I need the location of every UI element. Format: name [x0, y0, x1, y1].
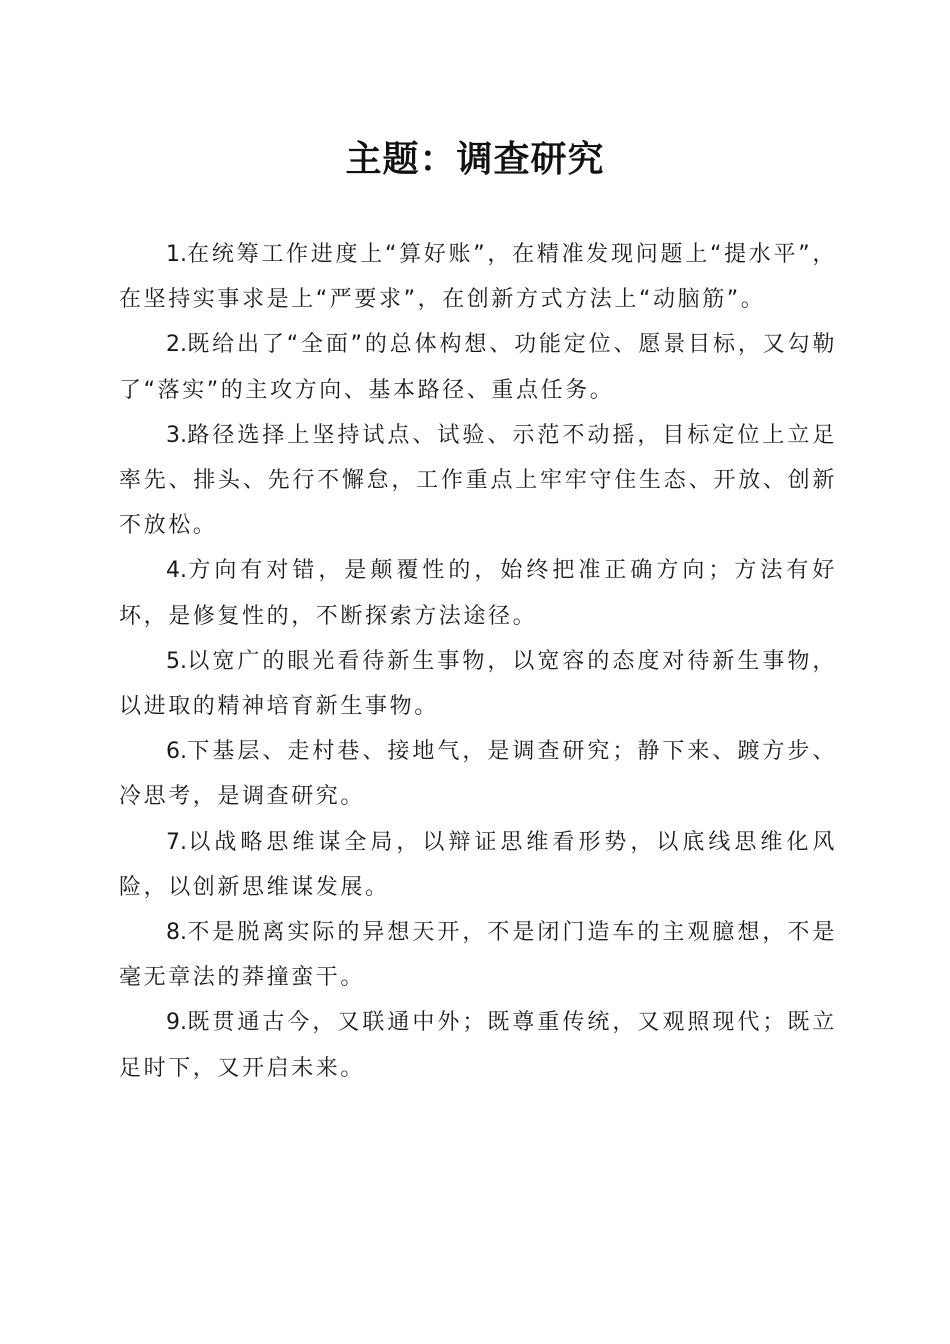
- item-number: 5.: [166, 648, 187, 674]
- item-number: 6.: [166, 739, 187, 765]
- item-number: 2.: [166, 332, 187, 358]
- item-number: 8.: [166, 920, 187, 946]
- item-text: 下基层、走村巷、接地气，是调查研究；静下来、踱方步、冷思考，是调查研究。: [119, 739, 837, 810]
- item-text: 在统筹工作进度上“算好账”，在精准发现问题上“提水平”，在坚持实事求是上“严要求”，在创新方式方法上“动脑筋”。: [119, 242, 837, 313]
- list-item-8: [119, 910, 837, 1000]
- item-number: 3.: [166, 422, 187, 448]
- list-item-6: [119, 729, 837, 819]
- item-number: 7.: [166, 829, 187, 855]
- item-number: 1.: [166, 242, 187, 267]
- document-title: 主题：调查研究: [345, 138, 605, 180]
- item-text: 以宽广的眼光看待新生事物，以宽容的态度对待新生事物，以进取的精神培育新生事物。: [119, 648, 837, 720]
- list-item-3: [119, 413, 837, 549]
- list-item-9: [119, 1000, 837, 1090]
- list-item-5: [119, 639, 837, 729]
- item-number: 9.: [166, 1010, 187, 1036]
- item-text: 方向有对错，是颠覆性的，始终把准正确方向；方法有好坏，是修复性的，不断探索方法途径。: [119, 558, 837, 629]
- item-text: 既贯通古今，又联通中外；既尊重传统，又观照现代；既立足时下，又开启未来。: [119, 1010, 837, 1081]
- item-text: 不是脱离实际的异想天开，不是闭门造车的主观臆想，不是毫无章法的莽撞蛮干。: [119, 920, 837, 991]
- item-text: 路径选择上坚持试点、试验、示范不动摇，目标定位上立足率先、排头、先行不懈怠，工作重点上牢牢守住生态、开放、创新不放松。: [119, 422, 837, 539]
- item-text: 既给出了“全面”的总体构想、功能定位、愿景目标，又勾勒了“落实”的主攻方向、基本路径、重点任务。: [119, 332, 837, 403]
- list-item-7: [119, 820, 837, 910]
- list-item-1: [119, 232, 837, 322]
- document-body: [119, 232, 837, 1091]
- list-item-2: [119, 322, 837, 412]
- item-number: 4.: [166, 558, 187, 584]
- list-item-4: [119, 548, 837, 638]
- item-text: 以战略思维谋全局，以辩证思维看形势，以底线思维化风险，以创新思维谋发展。: [119, 829, 837, 900]
